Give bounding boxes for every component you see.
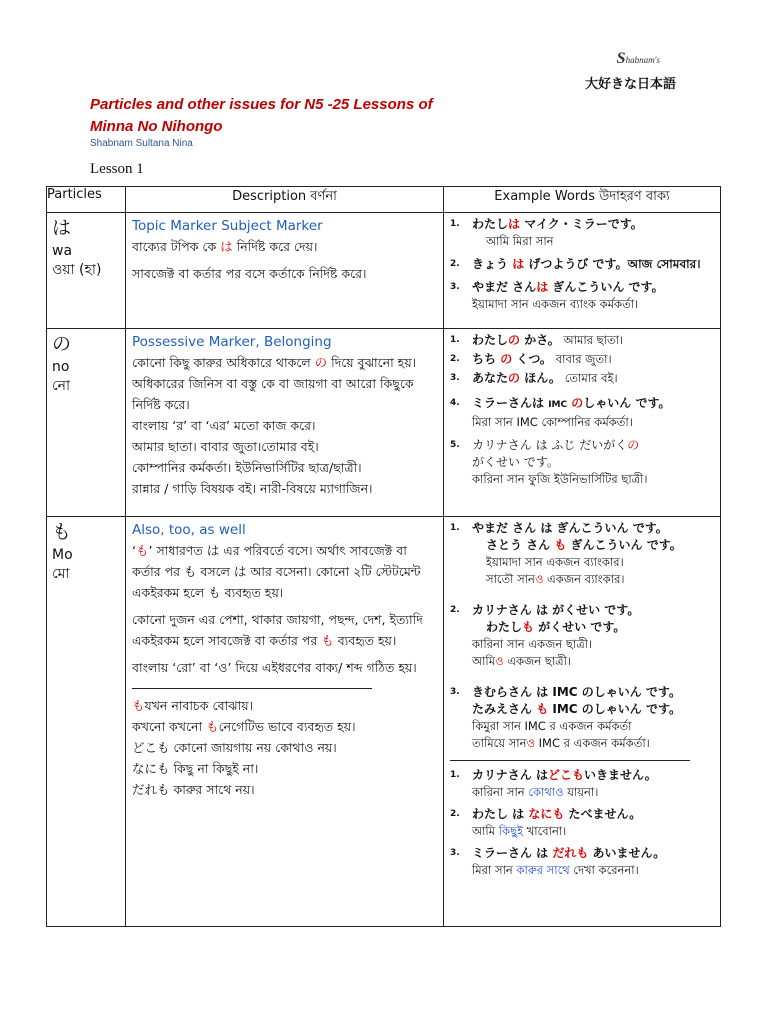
header-particles: Particles <box>47 187 126 213</box>
header-description: Description বর্ণনা <box>126 187 444 213</box>
description-line: ‘も’ সাধারণত は এর পরিবর্তে বসে। অর্থাৎ সাবজেক্ট বা কর্তার পর も বসলে は আর বসেনা। কোনো ২টি স্টেটমেন্ট একইরকম হলে も ব্যবহৃত হয়। <box>132 543 421 600</box>
particle-cell <box>47 517 126 927</box>
brand-title: 大好きな日本語 <box>584 77 676 92</box>
table-header-row <box>47 187 721 213</box>
particle-romaji: wa <box>52 243 73 259</box>
example-item: 1. わたしの かさ。 আমার ছাতা। <box>450 333 624 347</box>
example-item: 5. カリナさん は ふじ だいがくの がくせい です。 কারিনা সান ফুজি ইউনিভার্সিটির ছাত্রী। <box>450 438 648 486</box>
particle-glyph: の <box>52 333 72 355</box>
description-line: どこも কোনো জায়গায় নয় কোথাও নয়। <box>132 740 337 755</box>
example-item: 1. わたしは マイク・ミラーです。 আমি মিরা সান <box>450 217 643 248</box>
description-line: কখনো কখনো もনেগেটিভ ভাবে ব্যবহৃত হয়। <box>132 719 356 734</box>
particles-table <box>46 186 721 927</box>
example-item: 3. ミラーさん は だれも あいません。 মিরা সান কারুর সাথে দেখা করেননা। <box>450 846 666 877</box>
example-item: 2. カリナさん は がくせい です。 わたしも がくせい です。 কারিনা সান একজন ছাত্রী। আমিও একজন ছাত্রী। <box>450 603 640 668</box>
description-cell <box>126 213 444 329</box>
particle-bengali: মো <box>52 566 70 582</box>
description-subheading: Topic Marker Subject Marker <box>132 218 323 234</box>
lesson-label: Lesson 1 <box>90 161 144 177</box>
description-cell <box>126 517 444 927</box>
description-line: বাক্যের টপিক কে は নির্দিষ্ট করে দেয়। <box>132 239 318 254</box>
table-row-wa <box>47 213 721 329</box>
particle-cell <box>47 213 126 329</box>
example-item: 3. きむらさん は IMC のしゃいん です。 たみえさん も IMC のしゃいん です。 কিমুরা সান IMC র একজন কর্মকর্তা তামিয়ে সানও IMC র একজন কর্মকর্তা। <box>450 685 681 750</box>
description-line: রান্নার / গাড়ি বিষয়ক বই। নারী-বিষয়ে ম্যাগাজিন। <box>132 481 373 496</box>
description-line: বাংলায় ‘র’ বা ‘এর’ মতো কাজ করে। <box>132 418 316 433</box>
description-line: সাবজেক্ট বা কর্তার পর বসে কর্তাকে নির্দিষ্ট করে। <box>132 266 367 281</box>
examples-cell <box>444 517 721 927</box>
particle-romaji: Mo <box>52 547 73 563</box>
example-item: 2. ちち の くつ。 বাবার জুতা। <box>450 352 612 366</box>
example-item: 4. ミラーさんは IMC のしゃいん です。 মিরা সান IMC কোম্পানির কর্মকর্তা। <box>450 396 671 429</box>
particle-glyph: も <box>52 521 72 543</box>
author-name: Shabnam Sultana Nina <box>90 138 193 149</box>
description-subheading: Possessive Marker, Belonging <box>132 334 332 350</box>
description-line: もযখন নাবাচক বোঝায়। <box>132 698 254 713</box>
example-item: 1. カリナさん はどこもいきません。 কারিনা সান কোথাও যায়না। <box>450 768 657 799</box>
table-row-mo <box>47 517 721 927</box>
description-line: কোনো কিছু কারুর অধিকারে থাকলে の দিয়ে বুঝানো হয়। অধিকারের জিনিস বা বস্তু কে বা জায়গা বা আরো কিছুকে নির্দিষ্ট করে। <box>132 355 417 412</box>
header-examples: Example Words উদাহরণ বাক্য <box>444 187 721 213</box>
example-item: 3. あなたの ほん。 তোমার বই। <box>450 371 618 385</box>
page-header <box>0 0 768 190</box>
example-item: 3. やまだ さんは ぎんこういん です。 ইয়ামাদা সান একজন ব্যাংক কর্মকর্তা। <box>450 280 664 311</box>
description-subheading: Also, too, as well <box>132 522 246 538</box>
examples-cell <box>444 329 721 517</box>
particle-romaji: no <box>52 359 70 375</box>
section-divider <box>132 688 372 689</box>
example-item: 1. やまだ さん は ぎんこういん です。 さとう さん も ぎんこういん です。 ইয়ামাদা সান একজন ব্যাংকার। সাতৌ সানও একজন ব্যাংকার। <box>450 521 682 586</box>
description-line: কোনো দুজন এর পেশা, থাকার জায়গা, পছন্দ, দেশ, ইত্যাদি একইরকম হলে সাবজেক্ট বা কর্তার পর も ব্যবহৃত হয়। <box>132 612 423 648</box>
brand-name: Shabnam's <box>616 50 660 67</box>
particle-cell <box>47 329 126 517</box>
description-line: なにも কিছু না কিছুই না। <box>132 761 259 776</box>
section-divider <box>450 760 690 761</box>
description-cell <box>126 329 444 517</box>
description-line: だれも কারুর সাথে নয়। <box>132 782 255 797</box>
description-line: বাংলায় ‘রো’ বা ‘ও’ দিয়ে এইধরণের বাক্য/ শব্দ গঠিত হয়। <box>132 660 417 675</box>
particle-bengali: ওয়া (হা) <box>52 262 102 278</box>
example-item: 2. わたし は なにも たべません。 আমি কিছুই খাবোনা। <box>450 807 642 838</box>
particle-glyph: は <box>52 217 72 239</box>
description-line: কোম্পানির কর্মকর্তা। ইউনিভার্সিটির ছাত্র/ছাত্রী। <box>132 460 362 475</box>
example-item: 2. きょう は げつようび です。আজ সোমবার। <box>450 257 701 271</box>
table-row-no <box>47 329 721 517</box>
examples-cell <box>444 213 721 329</box>
description-line: আমার ছাতা। বাবার জুতা।তোমার বই। <box>132 439 319 454</box>
document-title: Particles and other issues for N5 -25 Lessons of Minna No Nihongo <box>90 96 433 135</box>
particle-bengali: নো <box>52 378 71 394</box>
